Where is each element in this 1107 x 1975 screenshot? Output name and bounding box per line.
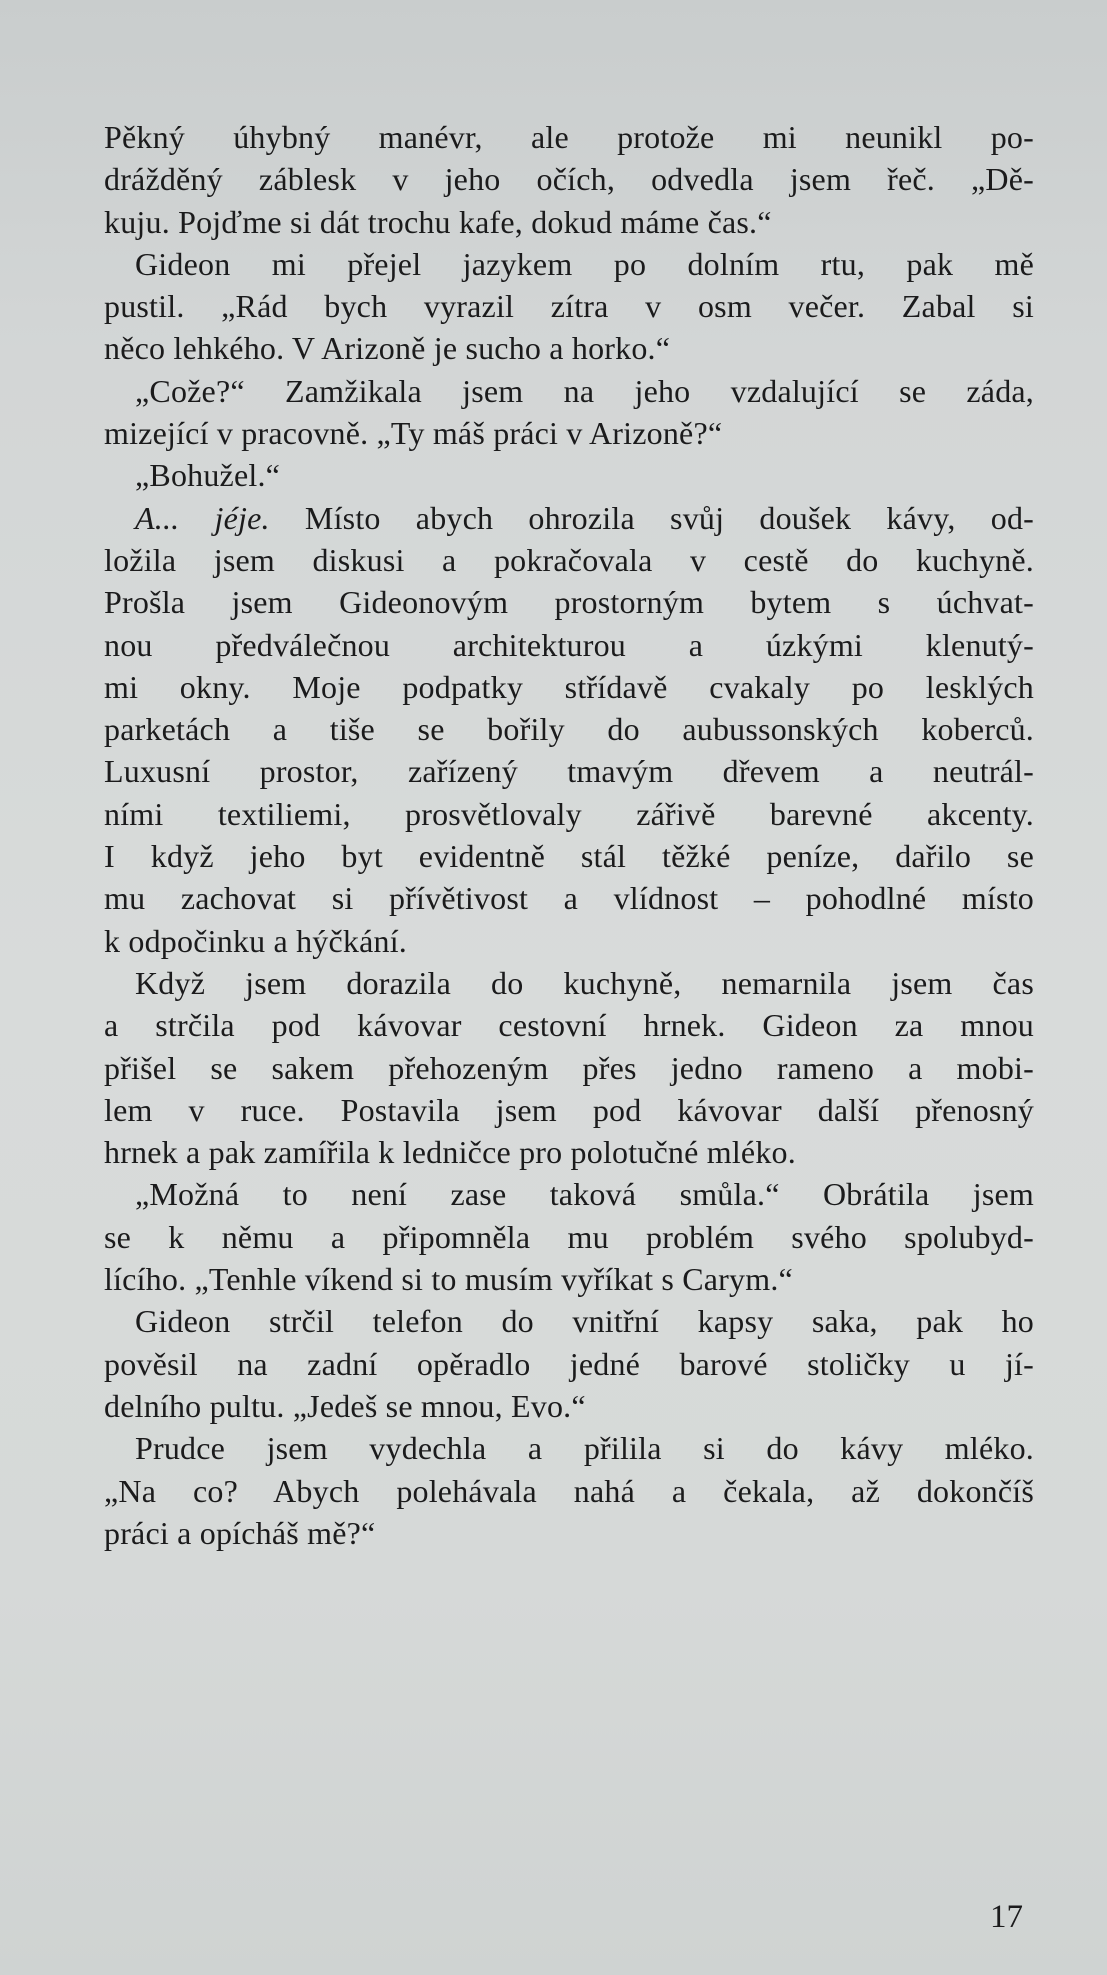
body-text	[104, 116, 1034, 1554]
text-line: Gideon strčil telefon do vnitřní kapsy saka, pak ho	[135, 1303, 1034, 1340]
text-line: se k němu a připomněla mu problém svého spolubyd-	[104, 1218, 1034, 1255]
text-line: kuju. Pojďme si dát trochu kafe, dokud máme čas.“	[104, 203, 772, 240]
text-line: mizející v pracovně. „Ty máš práci v Arizoně?“	[104, 415, 723, 452]
text-line: Luxusní prostor, zařízený tmavým dřevem a neutrál-	[104, 753, 1034, 790]
text-line: práci a opícháš mě?“	[104, 1514, 376, 1551]
text-line: pověsil na zadní opěradlo jedné barové stoličky u jí-	[104, 1345, 1034, 1382]
text-line: Prošla jsem Gideonovým prostorným bytem s úchvat-	[104, 584, 1034, 621]
text-line: něco lehkého. V Arizoně je sucho a horko.“	[104, 330, 671, 367]
text-line: Prudce jsem vydechla a přililа si do kávy mléko.	[135, 1430, 1034, 1467]
text-line: drážděný záblesk v jeho očích, odvedla jsem řeč. „Dě-	[104, 161, 1034, 198]
text-line: lem v ruce. Postavila jsem pod kávovar další přenosný	[104, 1091, 1034, 1128]
text-line: k odpočinku a hýčkání.	[104, 922, 407, 959]
text-line: Pěkný úhybný manévr, ale protože mi neunikl po-	[104, 119, 1034, 155]
text-line: nou předválečnou architekturou a úzkými klenutý-	[104, 626, 1034, 663]
text-line: Gideon mi přejel jazykem po dolním rtu, pak mě	[135, 245, 1034, 282]
page-number: 17	[990, 1899, 1023, 1935]
text-line: mu zachovat si přívětivost a vlídnost – pohodlné místo	[104, 880, 1034, 917]
text-line: I když jeho byt evidentně stál těžké peníze, dařilo se	[104, 838, 1034, 875]
text-line: ními textiliemi, prosvětlovaly zářivě barevné akcenty.	[104, 795, 1034, 832]
text-line: a strčila pod kávovar cestovní hrnek. Gideon za mnou	[104, 1007, 1034, 1044]
text-line: pustil. „Rád bych vyrazil zítra v osm večer. Zabal si	[104, 288, 1034, 325]
text-line: ložila jsem diskusi a pokračovala v cestě do kuchyně.	[104, 541, 1034, 578]
text-line: „Možná to není zase taková smůla.“ Obrátila jsem	[135, 1176, 1034, 1213]
text-line-italic-start: A... jéje. Místo abych ohrozila svůj doušek kávy, od-	[135, 499, 1034, 536]
text-line: přišel se sakem přehozeným přes jedno rameno a mobi-	[104, 1049, 1034, 1086]
text-line: hrnek a pak zamířila k ledničce pro polotučné mléko.	[104, 1134, 796, 1171]
text-line: „Bohužel.“	[135, 457, 281, 494]
text-line: „Cože?“ Zamžikala jsem na jeho vzdalující se záda,	[135, 372, 1034, 409]
text-line: delního pultu. „Jedeš se mnou, Evo.“	[104, 1387, 586, 1424]
italic-interjection: A... jéje.	[135, 499, 270, 536]
text-line: mi okny. Moje podpatky střídavě cvakaly po lesklých	[104, 668, 1034, 705]
text-line: Když jsem dorazila do kuchyně, nemarnila jsem čas	[135, 964, 1034, 1001]
text-line: parketách a tiše se bořily do aubussonských koberců.	[104, 711, 1034, 748]
text-line: lícího. „Tenhle víkend si to musím vyříkat s Carym.“	[104, 1261, 793, 1298]
text-line: „Na co? Abych polehávala nahá a čekala, až dokončíš	[104, 1472, 1034, 1509]
